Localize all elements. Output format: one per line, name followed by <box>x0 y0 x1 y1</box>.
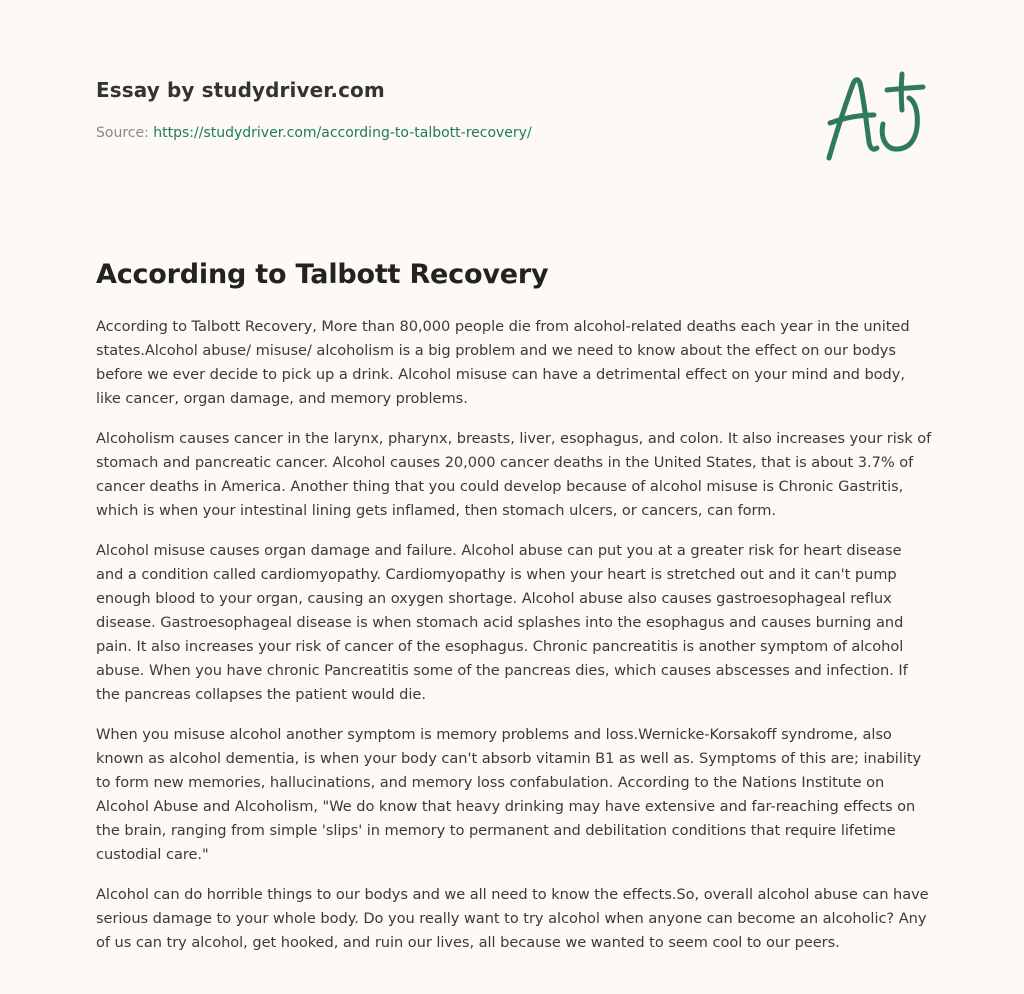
source-line <box>96 123 796 143</box>
a-plus-logo-svg <box>822 68 928 164</box>
page-header <box>96 76 796 143</box>
a-plus-logo-icon <box>822 68 928 164</box>
paragraph: When you misuse alcohol another symptom is memory problems and loss.Wernicke-Korsakoff syndrome, also known as alcohol dementia, is when your body can't absorb vitamin B1 as well as. Symptoms of this are; inability to form new memories, hallucinations, and memory loss confabulation. According to the Nations Institute on Alcohol Abuse and Alcoholism, "We do know that heavy drinking may have extensive and far-reaching effects on the brain, ranging from simple 'slips' in memory to permanent and debilitation conditions that require lifetime custodial care." <box>96 726 922 863</box>
article-title: According to Talbott Recovery <box>96 259 549 290</box>
paragraph: According to Talbott Recovery, More than 80,000 people die from alcohol-related deaths each year in the united states.Alcohol abuse/ misuse/ alcoholism is a big problem and we need to know about the effect on our bodys before we ever decide to pick up a drink. Alcohol misuse can have a detrimental effect on your mind and body, like cancer, organ damage, and memory problems. <box>96 318 910 407</box>
source-label: Source: <box>96 125 154 141</box>
paragraph: Alcohol misuse causes organ damage and failure. Alcohol abuse can put you at a greater risk for heart disease and a condition called cardiomyopathy. Cardiomyopathy is when your heart is stretched out and it can't pump enough blood to your organ, causing an oxygen shortage. Alcohol abuse also causes gastroesophageal reflux disease. Gastroesophageal disease is when stomach acid splashes into the esophagus and causes burning and pain. It also increases your risk of cancer of the esophagus. Chronic pancreatitis is another symptom of alcohol abuse. When you have chronic Pancreatitis some of the pancreas dies, which causes abscesses and infection. If the pancreas collapses the patient would die. <box>96 542 908 703</box>
article-body <box>96 315 932 971</box>
paragraph: Alcohol can do horrible things to our bodys and we all need to know the effects.So, overall alcohol abuse can have serious damage to your whole body. Do you really want to try alcohol when anyone can become an alcoholic? Any of us can try alcohol, get hooked, and ruin our lives, all because we wanted to seem cool to our peers. <box>96 886 929 951</box>
paragraph: Alcoholism causes cancer in the larynx, pharynx, breasts, liver, esophagus, and colon. It also increases your risk of stomach and pancreatic cancer. Alcohol causes 20,000 cancer deaths in the United States, that is about 3.7% of cancer deaths in America. Another thing that you could develop because of alcohol misuse is Chronic Gastritis, which is when your intestinal lining gets inflamed, then stomach ulcers, or cancers, can form. <box>96 430 932 519</box>
source-link[interactable]: https://studydriver.com/according-to-talbott-recovery/ <box>153 125 532 141</box>
site-title: Essay by studydriver.com <box>96 78 385 102</box>
